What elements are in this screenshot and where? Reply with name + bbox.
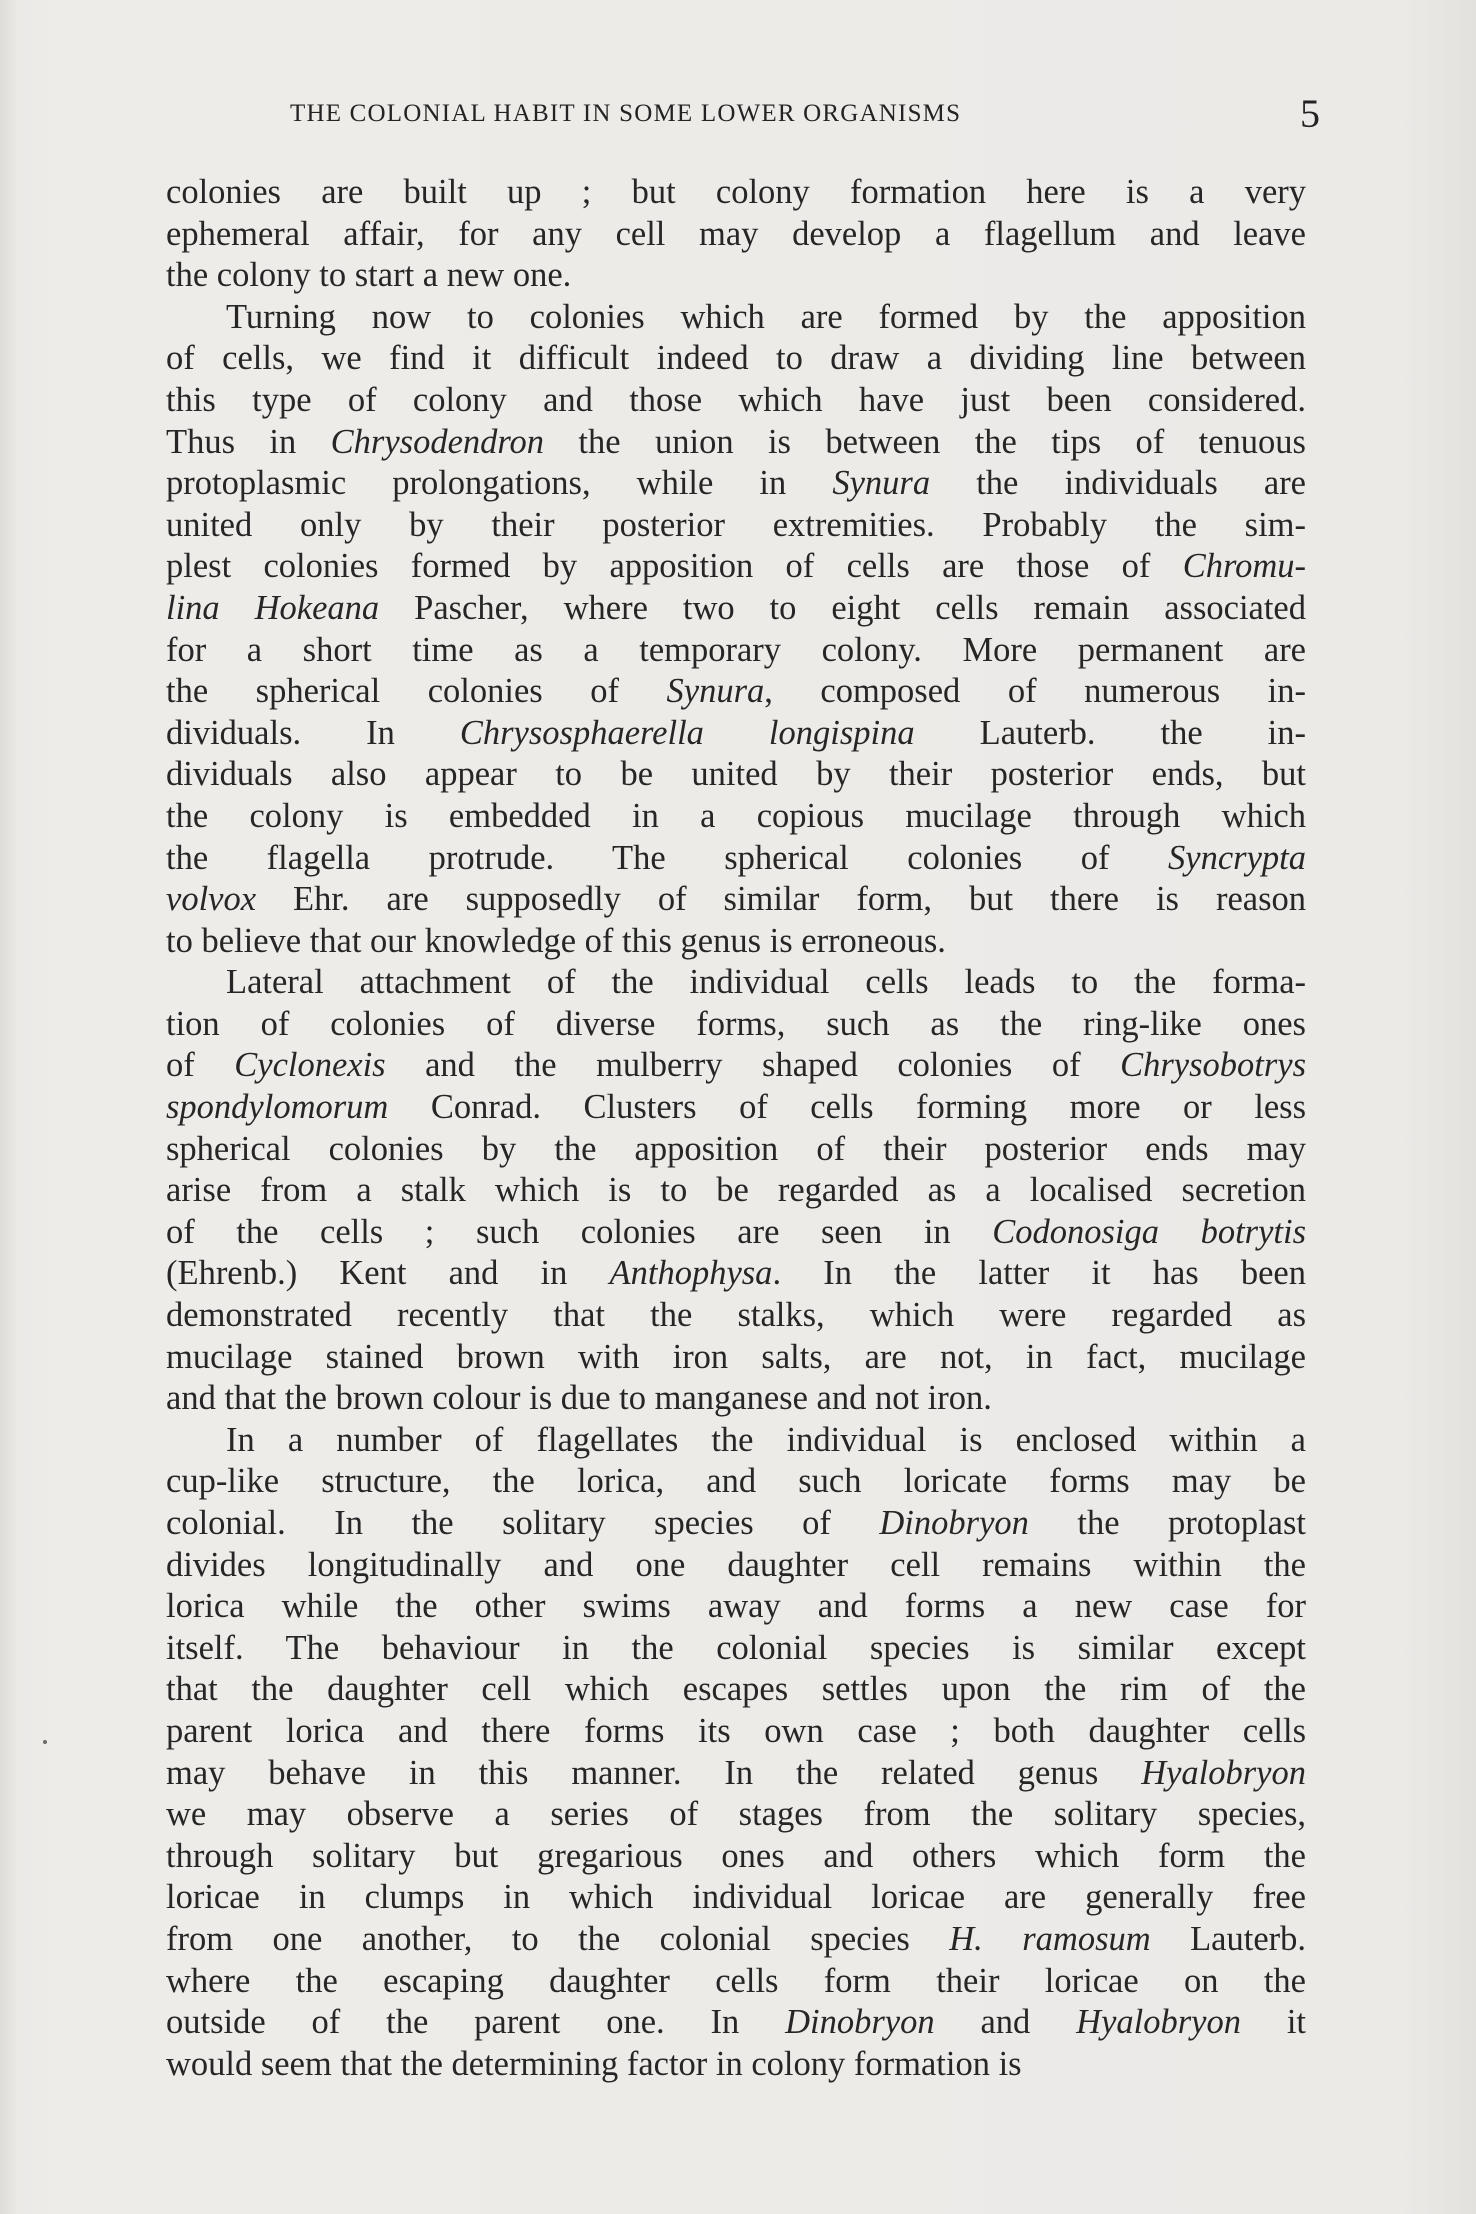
text-line (166, 297, 1306, 339)
text-line (166, 630, 1306, 672)
text-run: protoplasmic prolongations, while in (166, 464, 833, 503)
text-run: Ehr. are supposedly of similar form, but there is reason (256, 880, 1306, 919)
text-run: Conrad. Clusters of cells forming more or less (388, 1088, 1306, 1127)
italic-term: Anthophysa (609, 1254, 773, 1293)
italic-term: Synura (832, 464, 931, 503)
italic-term: Chrysosphaerella longispina (459, 713, 915, 752)
text-run: , composed of numerous in- (764, 672, 1306, 711)
text-run: mucilage stained brown with iron salts, are not, in fact, mucilage (166, 1337, 1306, 1376)
text-run: of (166, 1046, 235, 1085)
italic-term: Dinobryon (785, 2003, 935, 2042)
italic-term: Cyclonexis (234, 1046, 386, 1085)
text-run: the colony to start a new one. (166, 256, 572, 295)
text-line (166, 1961, 1306, 2003)
text-run: from one another, to the colonial species (166, 1919, 950, 1958)
text-line (166, 1586, 1306, 1628)
text-line (166, 1503, 1306, 1545)
text-line (166, 338, 1306, 380)
text-line (166, 879, 1306, 921)
text-run: itself. The behaviour in the colonial species is similar except (166, 1628, 1306, 1667)
italic-term: spondylomorum (166, 1088, 389, 1127)
text-run: Thus in (166, 422, 331, 461)
text-run: (Ehrenb.) Kent and in (166, 1254, 610, 1293)
text-run: plest colonies formed by apposition of cells are those of (166, 547, 1183, 586)
text-line (166, 1045, 1306, 1087)
text-line (166, 463, 1306, 505)
text-run: and that the brown colour is due to manganese and not iron. (166, 1379, 992, 1418)
text-run: spherical colonies by the apposition of their posterior ends may (166, 1129, 1306, 1168)
text-run: the spherical colonies of (166, 672, 667, 711)
text-line (166, 2002, 1306, 2044)
text-line (166, 796, 1306, 838)
italic-term: Hyalobryon (1141, 1753, 1306, 1792)
text-run: outside of the parent one. In (166, 2003, 786, 2042)
text-line (166, 380, 1306, 422)
text-line (166, 172, 1306, 214)
running-title: THE COLONIAL HABIT IN SOME LOWER ORGANISMS (290, 100, 962, 127)
text-line (166, 2044, 1306, 2086)
text-line (166, 1461, 1306, 1503)
text-run: of cells, we find it difficult indeed to draw a dividing line between (166, 339, 1306, 378)
text-line (166, 1919, 1306, 1961)
paragraph (166, 1420, 1306, 2086)
text-line (166, 754, 1306, 796)
text-line (166, 1836, 1306, 1878)
text-line (166, 1877, 1306, 1919)
text-run: parent lorica and there forms its own case ; both daughter cells (166, 1711, 1306, 1750)
text-line (166, 546, 1306, 588)
italic-term: Chromu- (1182, 547, 1306, 586)
text-line (166, 1295, 1306, 1337)
text-run: colonies are built up ; but colony formation here is a very (166, 173, 1306, 211)
italic-term: Dinobryon (879, 1504, 1029, 1542)
text-run: the flagella protrude. The spherical colonies of (166, 838, 1169, 877)
text-run: and (934, 2003, 1077, 2042)
paragraph (166, 962, 1306, 1420)
text-line (166, 1420, 1306, 1462)
text-run: lorica while the other swims away and forms a new case for (166, 1587, 1306, 1626)
text-run: tion of colonies of diverse forms, such as the ring-like ones (166, 1004, 1306, 1043)
running-head (290, 92, 1320, 142)
text-run: for a short time as a temporary colony. More permanent are (166, 630, 1306, 669)
paragraph (166, 297, 1306, 963)
text-run: Pascher, where two to eight cells remain associated (379, 588, 1306, 627)
text-run: the union is between the tips of tenuous (544, 422, 1306, 461)
text-run: loricae in clumps in which individual loricae are generally free (166, 1878, 1306, 1917)
italic-term: Chrysodendron (330, 422, 545, 461)
body-text (166, 172, 1306, 2085)
text-run: Lauterb. the in- (914, 713, 1306, 752)
italic-term: Codonosiga botrytis (992, 1212, 1306, 1251)
text-line (166, 422, 1306, 464)
text-run: of the cells ; such colonies are seen in (166, 1212, 993, 1251)
paragraph (166, 172, 1306, 297)
italic-term: Syncrypta (1168, 838, 1306, 877)
text-line (166, 1753, 1306, 1795)
italic-term: H. ramosum (949, 1919, 1151, 1958)
text-line (166, 1669, 1306, 1711)
text-run: through solitary but gregarious ones and others which form the (166, 1836, 1306, 1875)
italic-term: Synura (666, 672, 765, 711)
text-run: Turning now to colonies which are formed by the apposition (226, 297, 1306, 336)
text-line (166, 1711, 1306, 1753)
text-line (166, 214, 1306, 256)
text-line (166, 1170, 1306, 1212)
text-run: the protoplast (1028, 1504, 1306, 1542)
text-run: it (1240, 2003, 1307, 2042)
text-run: Lauterb. (1150, 1919, 1306, 1958)
italic-term: Hyalobryon (1076, 2003, 1241, 2042)
text-line (166, 838, 1306, 880)
italic-term: volvox (166, 880, 257, 919)
text-line (166, 1004, 1306, 1046)
text-run: we may observe a series of stages from the solitary species, (166, 1795, 1306, 1834)
text-run: demonstrated recently that the stalks, which were regarded as (166, 1296, 1306, 1335)
text-line (166, 1087, 1306, 1129)
text-run: the colony is embedded in a copious mucilage through which (166, 796, 1306, 835)
text-run: colonial. In the solitary species of (166, 1504, 880, 1542)
text-run: cup-like structure, the lorica, and such loricate forms may be (166, 1462, 1306, 1501)
text-line (166, 1378, 1306, 1420)
text-run: dividuals. In (166, 713, 460, 752)
text-run: this type of colony and those which have just been considered. (166, 380, 1306, 419)
italic-term: lina Hokeana (166, 588, 380, 627)
text-line (166, 1628, 1306, 1670)
text-run: where the escaping daughter cells form their loricae on the (166, 1961, 1306, 2000)
text-run: ephemeral affair, for any cell may develop a flagellum and leave (166, 214, 1306, 253)
text-run: In a number of flagellates the individual is enclosed within a (226, 1420, 1306, 1459)
text-line (166, 1337, 1306, 1379)
text-run: Lateral attachment of the individual cells leads to the forma- (226, 963, 1306, 1002)
text-line (166, 921, 1306, 963)
page-number: 5 (1300, 91, 1320, 136)
text-line (166, 1545, 1306, 1587)
text-line (166, 588, 1306, 630)
text-run: the individuals are (930, 464, 1306, 503)
italic-term: Chrysobotrys (1120, 1046, 1306, 1085)
text-run: and the mulberry shaped colonies of (385, 1046, 1121, 1085)
text-run: that the daughter cell which escapes settles upon the rim of the (166, 1670, 1306, 1709)
text-line (166, 1129, 1306, 1171)
text-run: would seem that the determining factor in colony formation is (166, 2044, 1022, 2083)
text-line (166, 1212, 1306, 1254)
text-line (166, 1253, 1306, 1295)
text-run: arise from a stalk which is to be regarded as a localised secretion (166, 1171, 1306, 1210)
text-line (166, 671, 1306, 713)
text-line (166, 255, 1306, 297)
text-line (166, 713, 1306, 755)
text-run: divides longitudinally and one daughter cell remains within the (166, 1545, 1306, 1584)
text-line (166, 505, 1306, 547)
text-line (166, 1794, 1306, 1836)
text-run: dividuals also appear to be united by their posterior ends, but (166, 755, 1306, 794)
text-run: . In the latter it has been (772, 1254, 1306, 1293)
text-run: may behave in this manner. In the related genus (166, 1753, 1142, 1792)
text-run: united only by their posterior extremities. Probably the sim- (166, 505, 1306, 544)
text-run: to believe that our knowledge of this genus is erroneous. (166, 921, 946, 960)
margin-mark (43, 1740, 47, 1744)
text-line (166, 962, 1306, 1004)
